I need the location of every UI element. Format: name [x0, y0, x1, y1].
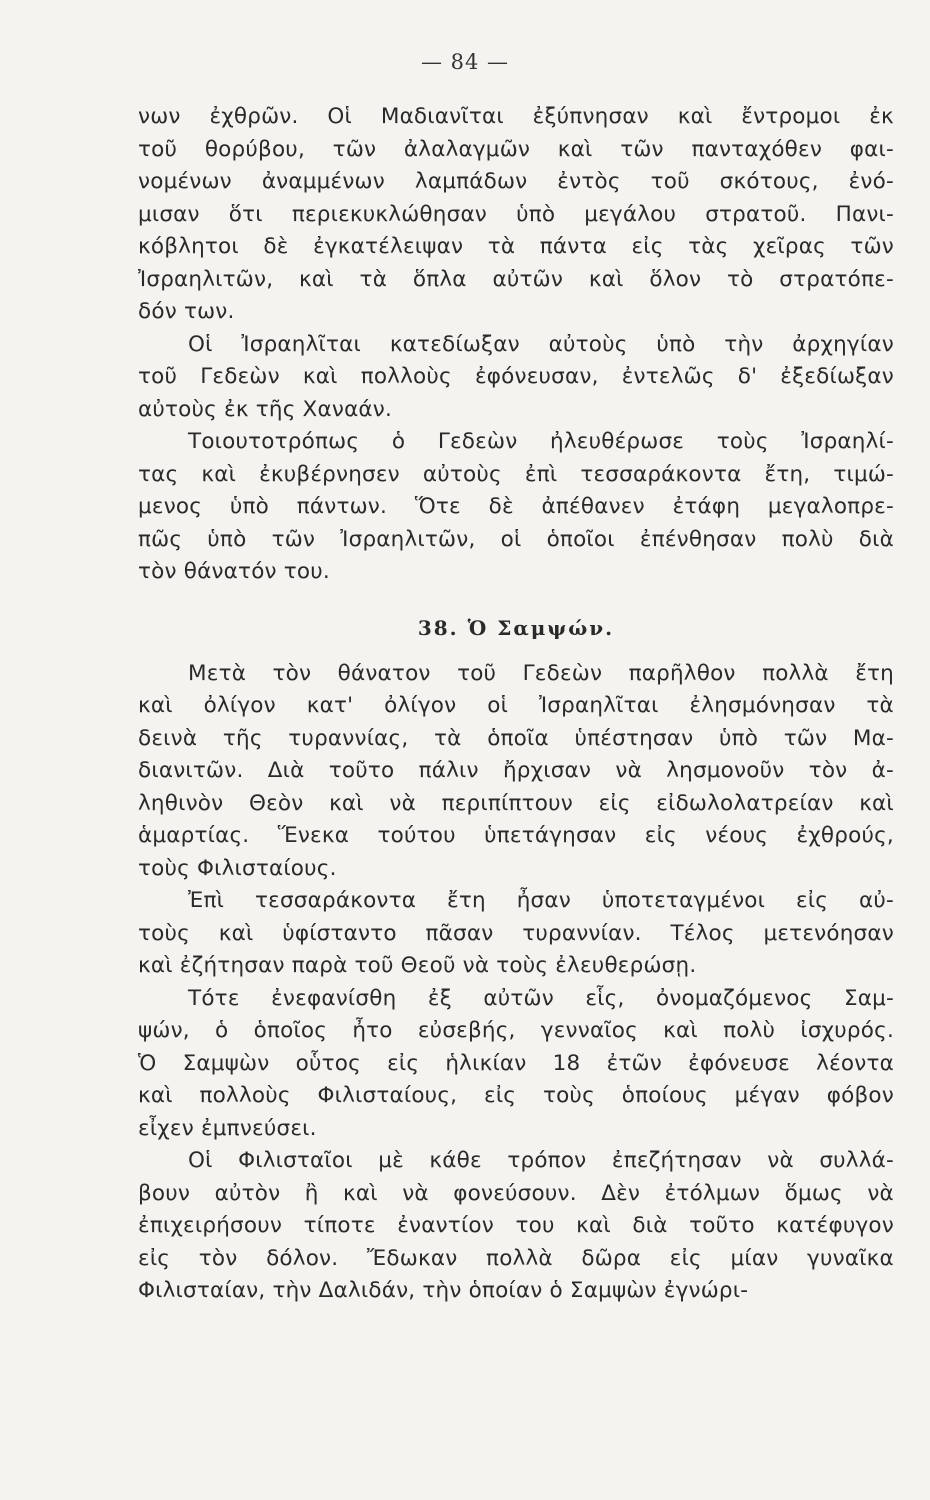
word: Ἕνεκα	[277, 823, 350, 848]
word: του	[515, 1213, 555, 1238]
word: Οἱ	[188, 331, 213, 357]
text-line	[138, 918, 894, 951]
word: ληθινὸν	[138, 790, 224, 816]
text-line	[138, 231, 894, 264]
text-line	[138, 983, 894, 1016]
word: πολλοὺς	[199, 1083, 291, 1108]
word: ἔτη,	[764, 461, 811, 487]
text-line: τοὺς Φιλισταίους.	[138, 855, 337, 881]
word: τὸν	[198, 1245, 238, 1271]
paragraph	[138, 426, 894, 589]
text-line	[138, 755, 894, 788]
word: τὰ	[866, 693, 894, 718]
word: δ'	[737, 364, 758, 389]
word: Οἱ	[188, 1148, 213, 1173]
word: πολλὰ	[762, 660, 829, 686]
word: οἱ	[500, 526, 522, 552]
word: εἰς	[138, 1245, 171, 1271]
word: μέγαν	[734, 1083, 800, 1108]
word: διανιτῶν.	[138, 758, 244, 783]
word: ἐξεδίωξαν	[780, 364, 894, 389]
text-line	[138, 264, 894, 297]
word: κάθε	[429, 1148, 482, 1173]
word: μίαν	[730, 1245, 779, 1271]
word: ἐπιχειρήσουν	[138, 1213, 283, 1238]
word: Τότε	[188, 985, 240, 1011]
word: στρατοῦ.	[705, 201, 807, 227]
word: φονεύσουν.	[453, 1180, 577, 1206]
word: ὁποίους	[621, 1083, 708, 1108]
text-line	[138, 723, 894, 756]
word: Μετὰ	[188, 660, 247, 686]
word: καὶ	[663, 1018, 698, 1043]
text-line	[138, 101, 894, 134]
text-line	[138, 459, 894, 492]
word: χεῖρας	[752, 234, 826, 259]
word: τοῦ	[457, 660, 497, 686]
word: δὲ	[263, 234, 289, 259]
word: αὐτοὺς	[548, 331, 628, 357]
word: λαμπάδων	[414, 169, 528, 194]
word: περιπίπτουν	[441, 790, 573, 816]
word: νὰ	[402, 1180, 429, 1206]
word: εἰδωλολατρείαν	[656, 790, 834, 816]
chapter-heading: 38. Ὁ Σαμψών.	[417, 615, 615, 640]
text-line	[138, 426, 894, 459]
word: εἷς,	[585, 985, 625, 1011]
word: Γεδεὼν	[200, 364, 280, 389]
word: τρόπον	[507, 1148, 587, 1173]
word: φαι-	[849, 136, 894, 162]
text-line	[138, 1080, 894, 1113]
word: Ἰσραηλιτῶν,	[138, 266, 274, 292]
word: μὲ	[378, 1148, 404, 1173]
paragraph	[138, 101, 894, 329]
word: ἐλησμόνησαν	[689, 693, 836, 718]
word: τυραννίαν.	[522, 920, 642, 946]
word: τοῦ	[138, 136, 178, 162]
word: Ἰσραηλῖται	[538, 693, 659, 718]
word: Φιλισταίους,	[317, 1083, 458, 1108]
word: ἐξύπνησαν	[532, 104, 649, 129]
word: πολὺ	[723, 1018, 776, 1043]
word: ἁμαρτίας.	[138, 823, 250, 848]
word: δεινὰ	[138, 725, 198, 751]
word: τῶν	[850, 234, 894, 259]
word: περιεκυκλώθησαν	[291, 201, 488, 227]
word: ὁποῖοι	[546, 526, 615, 552]
word: συλλά-	[819, 1148, 894, 1173]
word: ὀλίγον	[203, 693, 276, 718]
word: δῶρα	[581, 1245, 642, 1271]
word: καὶ	[576, 1213, 611, 1238]
text-line: Φιλισταίαν, τὴν Δαλιδάν, τὴν ὁποίαν ὁ Σαμψὼν ἐγνώρι-	[138, 1278, 749, 1303]
word: τὰ	[359, 266, 388, 292]
text-line	[138, 658, 894, 691]
word: Μαδιανῖται	[380, 104, 504, 129]
word: καὶ	[302, 364, 338, 389]
word: ὁ	[391, 429, 406, 454]
word: μενος	[138, 494, 203, 519]
word: θάνατον	[337, 660, 431, 686]
text-line	[138, 361, 894, 394]
word: ἠλευθέρωσε	[550, 429, 685, 454]
text-line	[138, 134, 894, 167]
word: καὶ	[201, 461, 237, 487]
word: Ἰσραηλῖται	[241, 331, 362, 357]
word: ὀλίγον	[384, 693, 457, 718]
word: αὐ-	[859, 888, 894, 913]
word: θορύβου,	[204, 136, 305, 162]
text-line	[138, 1210, 894, 1243]
text-line	[138, 1178, 894, 1211]
text-line: δόν των.	[138, 299, 235, 324]
word: τοὺς	[716, 429, 769, 454]
word: ἐφόνευσαν,	[474, 364, 599, 389]
word: Ἰσραηλί-	[801, 429, 894, 454]
word: ἢ	[304, 1180, 319, 1206]
word: τῶν	[332, 136, 377, 162]
word: ἡλικίαν	[445, 1050, 527, 1076]
word: ὑπὸ	[656, 331, 696, 357]
paragraph	[138, 658, 894, 886]
word: αὐτῶν	[492, 266, 564, 292]
word: τας	[138, 461, 179, 487]
word: τεσσαράκοντα	[254, 888, 417, 913]
word: κατ'	[306, 693, 354, 718]
word: Φιλισταῖοι	[238, 1148, 353, 1173]
word: γυναῖκα	[807, 1245, 894, 1271]
word: εὐσεβής,	[417, 1018, 516, 1043]
word: αὐτῶν	[483, 985, 554, 1011]
word: τοῦτο	[689, 1213, 755, 1238]
word: Πανι-	[835, 201, 894, 227]
paragraph	[138, 329, 894, 427]
word: πᾶσαν	[425, 920, 494, 946]
word: καὶ	[677, 104, 713, 129]
word: νέους	[705, 823, 769, 848]
word: νων	[138, 104, 181, 129]
word: ἐτόλμων	[664, 1180, 761, 1206]
word: ἐτάφη	[672, 494, 741, 519]
word: ὁποῖος	[253, 1018, 328, 1043]
word: ἔτη	[447, 888, 486, 913]
word: τεσσαράκοντα	[580, 461, 742, 487]
word: ὅμως	[784, 1180, 843, 1206]
word: δὲ	[488, 494, 514, 519]
word: Ὁ	[138, 1050, 157, 1076]
word: μεγαλοπρε-	[767, 494, 894, 519]
word: νὰ	[867, 1180, 894, 1206]
word: ἐντὸς	[557, 169, 621, 194]
text-line: τὸν θάνατόν του.	[138, 559, 330, 584]
word: 18	[552, 1050, 581, 1076]
word: μεγάλου	[584, 201, 677, 227]
text-line	[138, 788, 894, 821]
text-line: καὶ ἐζήτησαν παρὰ τοῦ Θεοῦ νὰ τοὺς ἐλευθερώσῃ.	[138, 953, 697, 978]
word: ὑπὸ	[718, 725, 759, 751]
text-line	[138, 1145, 894, 1178]
word: καὶ	[218, 920, 254, 946]
word: δόλον.	[266, 1245, 339, 1271]
word: Δὲν	[601, 1180, 641, 1206]
word: κόβλητοι	[138, 234, 239, 259]
word: ἀπέθανεν	[541, 494, 645, 519]
word: τῶν	[620, 136, 664, 162]
text-line	[138, 690, 894, 723]
word: ἐντελῶς	[621, 364, 715, 389]
word: τῶν	[271, 526, 316, 552]
word: εἰς	[796, 888, 829, 913]
word: τῆς	[222, 725, 263, 751]
word: τοῦ	[650, 169, 690, 194]
text-line	[138, 885, 894, 918]
word: Τοιουτοτρόπως	[188, 429, 360, 454]
word: τυραννίας,	[288, 725, 409, 751]
word: νὰ	[767, 1148, 794, 1173]
word: βουν	[138, 1180, 191, 1206]
word: καὶ	[343, 1180, 378, 1206]
word: Μα-	[852, 725, 894, 751]
word: τὸν	[272, 660, 312, 686]
word: τὰ	[434, 725, 462, 751]
text-line	[138, 166, 894, 199]
word: ἐκ	[869, 104, 894, 129]
word: τοὺς	[542, 1083, 595, 1108]
word: εἰς	[484, 1083, 517, 1108]
word: Διὰ	[267, 758, 305, 783]
word: φόβον	[826, 1083, 894, 1108]
paragraph	[138, 983, 894, 1146]
word: ὑφίσταντο	[282, 920, 397, 946]
word: ἐχθρῶν.	[209, 104, 299, 129]
word: γενναῖος	[540, 1018, 638, 1043]
word: παρῆλθον	[628, 660, 736, 686]
word: ὑπετάγησαν	[484, 823, 617, 848]
word: καὶ	[138, 693, 173, 718]
word: πολλὰ	[486, 1245, 553, 1271]
word: ἐκυβέρνησεν	[259, 461, 400, 487]
word: Ἔδωκαν	[366, 1245, 458, 1271]
word: τὸ	[727, 266, 754, 292]
word: ἐνό-	[848, 169, 894, 194]
word: ἀναμμένων	[261, 169, 385, 194]
word: ἤρχισαν	[502, 758, 592, 783]
word: ἐφόνευσε	[688, 1050, 791, 1076]
word: ἀλαλαγμῶν	[403, 136, 531, 162]
word: τὰ	[487, 234, 516, 259]
word: καὶ	[588, 266, 624, 292]
text-line	[138, 1048, 894, 1081]
word: ὅτι	[228, 201, 263, 227]
word: ἐπὶ	[524, 461, 558, 487]
word: κατέφυγον	[776, 1213, 894, 1238]
word: μισαν	[138, 201, 200, 227]
word: ἐπεζήτησαν	[611, 1148, 742, 1173]
word: διὰ	[632, 1213, 668, 1238]
word: ἐναντίον	[397, 1213, 494, 1238]
word: νὰ	[615, 758, 642, 783]
word: Ὅτε	[414, 494, 461, 519]
word: νομένων	[138, 169, 232, 194]
word: Οἱ	[327, 104, 352, 129]
word: καὶ	[859, 790, 894, 816]
word: ἐχθρούς,	[796, 823, 894, 848]
text-line: αὐτοὺς ἐκ τῆς Χαναάν.	[138, 396, 393, 422]
text-line	[138, 491, 894, 524]
word: ὑποτεταγμένοι	[601, 888, 766, 913]
word: πάντων.	[296, 494, 388, 519]
word: ἔτη	[855, 660, 894, 686]
word: λησμονοῦν	[666, 758, 785, 783]
word: πολὺ	[781, 526, 834, 552]
word: διὰ	[858, 526, 894, 552]
word: ὅπλα	[412, 266, 467, 292]
word: ὑπὸ	[207, 526, 247, 552]
word: πάλιν	[418, 758, 479, 783]
word: ἐπένθησαν	[639, 526, 757, 552]
word: λέοντα	[816, 1050, 894, 1076]
text-line	[138, 524, 894, 557]
text-line	[138, 199, 894, 232]
paragraph	[138, 1145, 894, 1308]
word: ὁ	[215, 1018, 229, 1043]
word: μετενόησαν	[763, 920, 894, 946]
word: εἰς	[387, 1050, 420, 1076]
word: τούτου	[377, 823, 456, 848]
word: καὶ	[557, 136, 593, 162]
word: πῶς	[138, 526, 183, 552]
word: τὰς	[688, 234, 729, 259]
word: ἐξ	[427, 985, 452, 1011]
word: πολλοὺς	[360, 364, 452, 389]
word: ὑπὸ	[516, 201, 556, 227]
word: εἰς	[631, 234, 664, 259]
word: πανταχόθεν	[691, 136, 823, 162]
word: ὅλον	[649, 266, 702, 292]
word: τοῦ	[138, 364, 178, 389]
word: ἐγκατέλειψαν	[313, 234, 464, 259]
word: εἰς	[644, 823, 677, 848]
word: ἐτῶν	[606, 1050, 662, 1076]
text-line: εἶχεν ἐμπνεύσει.	[138, 1115, 317, 1141]
word: τῶν	[783, 725, 828, 751]
word: κατεδίωξαν	[389, 331, 520, 357]
text-after-heading	[138, 658, 894, 1308]
word: Τέλος	[670, 920, 735, 946]
text-line	[138, 1243, 894, 1276]
word: οὗτος	[295, 1050, 361, 1076]
word: σκότους,	[719, 169, 819, 194]
word: τίποτε	[303, 1213, 376, 1238]
word: τὸν	[808, 758, 848, 783]
word: οἱ	[487, 693, 509, 718]
word: Ἐπὶ	[188, 888, 225, 913]
word: αὐτὸν	[214, 1180, 281, 1206]
word: καὶ	[138, 1083, 173, 1108]
page-number: — 84 —	[420, 50, 510, 74]
word: Σαμ-	[843, 985, 894, 1011]
word: Σαμψὼν	[182, 1050, 270, 1076]
word: ἐνεφανίσθη	[271, 985, 397, 1011]
word: ὀνομαζόμενος	[655, 985, 813, 1011]
word: ὑπέστησαν	[574, 725, 694, 751]
word: ἦσαν	[516, 888, 571, 913]
word: πάντα	[539, 234, 607, 259]
word: ἀρχηγίαν	[792, 331, 894, 357]
word: ψών,	[138, 1018, 190, 1043]
text-line	[138, 820, 894, 853]
text-line	[138, 329, 894, 362]
text-line	[138, 1015, 894, 1048]
word: εἰς	[598, 790, 631, 816]
word: ὑπὸ	[229, 494, 269, 519]
word: στρατόπε-	[779, 266, 894, 292]
word: αὐτοὺς	[422, 461, 502, 487]
word: τιμώ-	[833, 461, 894, 487]
word: Ἰσραηλιτῶν,	[340, 526, 476, 552]
word: καὶ	[329, 790, 364, 816]
word: εἰς	[669, 1245, 702, 1271]
word: ἀ-	[871, 758, 894, 783]
word: ἰσχυρός.	[800, 1018, 894, 1043]
word: τοὺς	[138, 920, 190, 946]
paragraph	[138, 885, 894, 983]
word: νὰ	[389, 790, 416, 816]
word: ὁποῖα	[487, 725, 549, 751]
word: Θεὸν	[248, 790, 304, 816]
body-text	[138, 101, 894, 1308]
word: Γεδεὼν	[437, 429, 518, 454]
text-before-heading	[138, 101, 894, 589]
word: τοῦτο	[328, 758, 395, 783]
word: Γεδεὼν	[522, 660, 603, 686]
word: ἔντρομοι	[741, 104, 841, 129]
word: τὴν	[724, 331, 764, 357]
word: καὶ	[299, 266, 334, 292]
word: ἦτο	[352, 1018, 393, 1043]
